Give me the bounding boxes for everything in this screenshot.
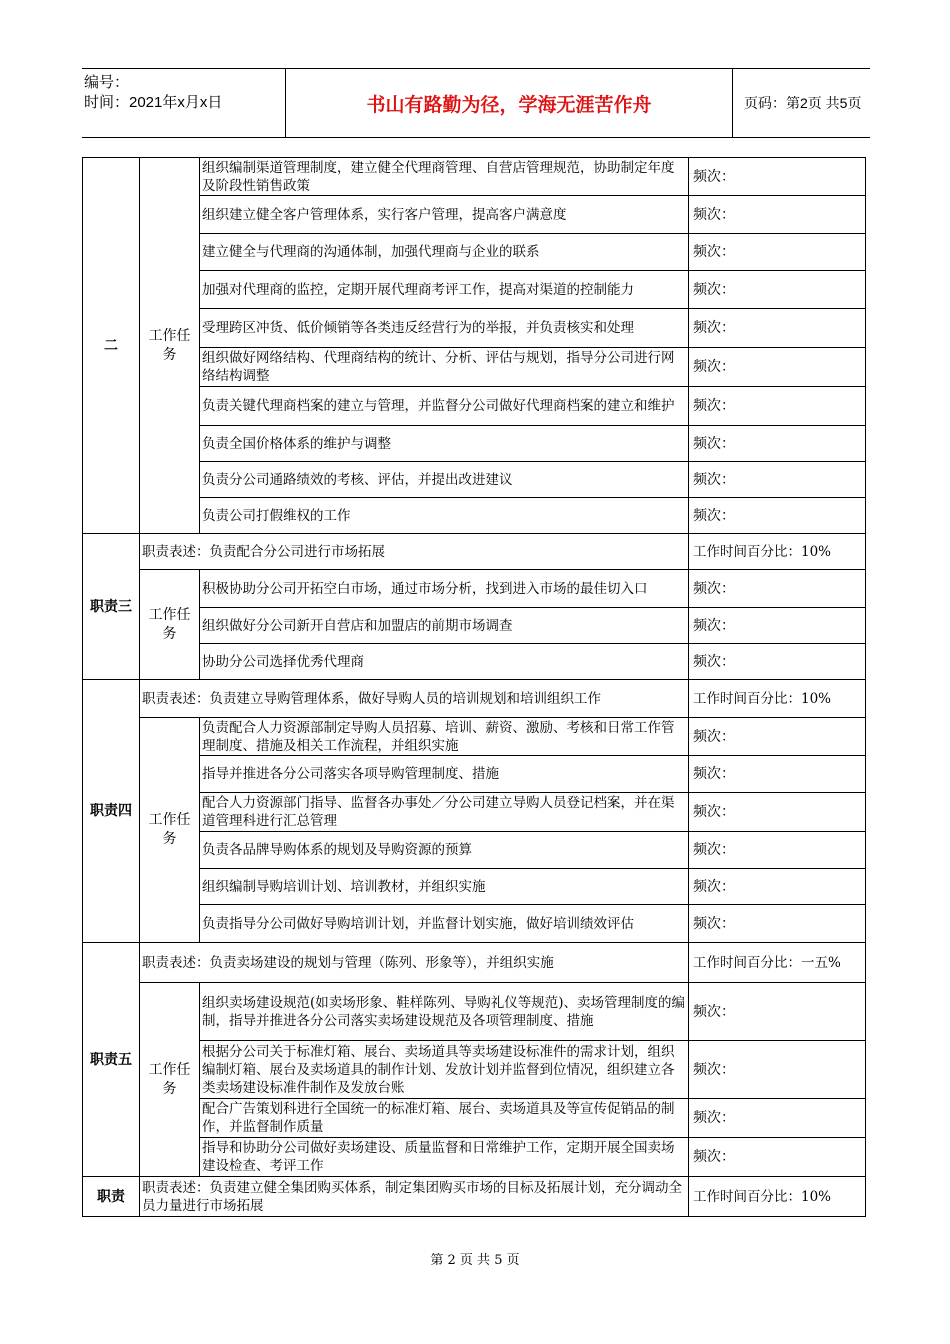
task-text: 积极协助分公司开拓空白市场，通过市场分析，找到进入市场的最佳切入口 bbox=[200, 570, 689, 608]
task-text: 建立健全与代理商的沟通体制，加强代理商与企业的联系 bbox=[200, 234, 689, 271]
frequency-label: 频次： bbox=[689, 426, 866, 462]
section-label: 职责 bbox=[83, 1177, 140, 1217]
task-text: 受理跨区冲货、低价倾销等各类违反经营行为的举报，并负责核实和处理 bbox=[200, 309, 689, 348]
task-text: 组织卖场建设规范(如卖场形象、鞋样陈列、导购礼仪等规范)、卖场管理制度的编制，指导并推进各分公司落实卖场建设规范及各项管理制度、措施 bbox=[200, 983, 689, 1041]
task-text: 组织编制导购培训计划、培训教材，并组织实施 bbox=[200, 869, 689, 905]
frequency-label: 频次： bbox=[689, 793, 866, 832]
task-text: 协助分公司选择优秀代理商 bbox=[200, 644, 689, 680]
frequency-label: 频次： bbox=[689, 644, 866, 680]
duty-statement: 职责表述：负责配合分公司进行市场拓展 bbox=[140, 534, 689, 570]
frequency-label: 频次： bbox=[689, 570, 866, 608]
task-text: 负责分公司通路绩效的考核、评估，并提出改进建议 bbox=[200, 462, 689, 498]
frequency-label: 频次： bbox=[689, 869, 866, 905]
frequency-label: 频次： bbox=[689, 1099, 866, 1138]
frequency-label: 频次： bbox=[689, 905, 866, 943]
frequency-label: 频次： bbox=[689, 718, 866, 756]
task-text: 组织做好分公司新开自营店和加盟店的前期市场调查 bbox=[200, 608, 689, 644]
frequency-label: 频次： bbox=[689, 1041, 866, 1099]
task-text: 负责公司打假维权的工作 bbox=[200, 498, 689, 534]
work-time-percent: 工作时间百分比：10% bbox=[689, 534, 866, 570]
duty-statement: 职责表述：负责建立导购管理体系，做好导购人员的培训规划和培训组织工作 bbox=[140, 680, 689, 718]
section-label: 二 bbox=[83, 158, 140, 534]
section-label: 职责四 bbox=[83, 680, 140, 943]
work-time-percent: 工作时间百分比：10% bbox=[689, 680, 866, 718]
frequency-label: 频次： bbox=[689, 983, 866, 1041]
frequency-label: 频次： bbox=[689, 234, 866, 271]
task-text: 指导和协助分公司做好卖场建设、质量监督和日常维护工作，定期开展全国卖场建设检查、考评工作 bbox=[200, 1138, 689, 1177]
frequency-label: 频次： bbox=[689, 756, 866, 793]
section-label: 职责三 bbox=[83, 534, 140, 680]
page-footer: 第 2 页 共 5 页 bbox=[430, 1253, 520, 1268]
section-label: 职责五 bbox=[83, 943, 140, 1177]
task-text: 组织编制渠道管理制度，建立健全代理商管理、自营店管理规范，协助制定年度及阶段性销售政策 bbox=[200, 158, 689, 196]
header-left bbox=[84, 73, 284, 113]
task-text: 组织做好网络结构、代理商结构的统计、分析、评估与规划，指导分公司进行网络结构调整 bbox=[200, 348, 689, 387]
frequency-label: 频次： bbox=[689, 158, 866, 196]
task-text: 根据分公司关于标准灯箱、展台、卖场道具等卖场建设标准件的需求计划，组织编制灯箱、展台及卖场道具的制作计划、发放计划并监督到位情况，组织建立各类卖场建设标准件制作及发放台账 bbox=[200, 1041, 689, 1099]
frequency-label: 频次： bbox=[689, 608, 866, 644]
task-text: 负责关键代理商档案的建立与管理，并监督分公司做好代理商档案的建立和维护 bbox=[200, 387, 689, 426]
work-task-label: 工作任务 bbox=[140, 570, 200, 680]
document-number: 编号： bbox=[84, 74, 130, 91]
frequency-label: 频次： bbox=[689, 271, 866, 309]
work-time-percent: 工作时间百分比：10% bbox=[689, 1177, 866, 1217]
frequency-label: 频次： bbox=[689, 309, 866, 348]
task-text: 组织建立健全客户管理体系，实行客户管理，提高客户满意度 bbox=[200, 196, 689, 234]
frequency-label: 频次： bbox=[689, 1138, 866, 1177]
frequency-label: 频次： bbox=[689, 348, 866, 387]
frequency-label: 频次： bbox=[689, 498, 866, 534]
task-text: 指导并推进各分公司落实各项导购管理制度、措施 bbox=[200, 756, 689, 793]
task-text: 负责配合人力资源部制定导购人员招募、培训、薪资、激励、考核和日常工作管理制度、措施及相关工作流程，并组织实施 bbox=[200, 718, 689, 756]
page-header bbox=[82, 68, 870, 138]
work-task-label: 工作任务 bbox=[140, 983, 200, 1177]
work-time-percent: 工作时间百分比：一五% bbox=[689, 943, 866, 983]
header-page-number: 页码：第2页 共5页 bbox=[744, 95, 862, 111]
task-text: 负责全国价格体系的维护与调整 bbox=[200, 426, 689, 462]
task-text: 负责各品牌导购体系的规划及导购资源的预算 bbox=[200, 832, 689, 869]
task-text: 负责指导分公司做好导购培训计划，并监督计划实施，做好培训绩效评估 bbox=[200, 905, 689, 943]
duty-statement: 职责表述：负责建立健全集团购买体系，制定集团购买市场的目标及拓展计划，充分调动全员力量进行市场拓展 bbox=[140, 1177, 689, 1217]
header-motto: 书山有路勤为径，学海无涯苦作舟 bbox=[285, 69, 733, 137]
work-task-label: 工作任务 bbox=[140, 158, 200, 534]
frequency-label: 频次： bbox=[689, 462, 866, 498]
task-text: 加强对代理商的监控，定期开展代理商考评工作，提高对渠道的控制能力 bbox=[200, 271, 689, 309]
frequency-label: 频次： bbox=[689, 196, 866, 234]
task-text: 配合人力资源部门指导、监督各办事处／分公司建立导购人员登记档案，并在渠道管理科进行汇总管理 bbox=[200, 793, 689, 832]
frequency-label: 频次： bbox=[689, 387, 866, 426]
duty-statement: 职责表述：负责卖场建设的规划与管理（陈列、形象等），并组织实施 bbox=[140, 943, 689, 983]
document-date: 时间：2021年x月x日 bbox=[84, 94, 223, 111]
work-task-label: 工作任务 bbox=[140, 718, 200, 943]
task-text: 配合广告策划科进行全国统一的标准灯箱、展台、卖场道具及等宣传促销品的制作，并监督制作质量 bbox=[200, 1099, 689, 1138]
frequency-label: 频次： bbox=[689, 832, 866, 869]
duties-table bbox=[82, 157, 866, 1217]
